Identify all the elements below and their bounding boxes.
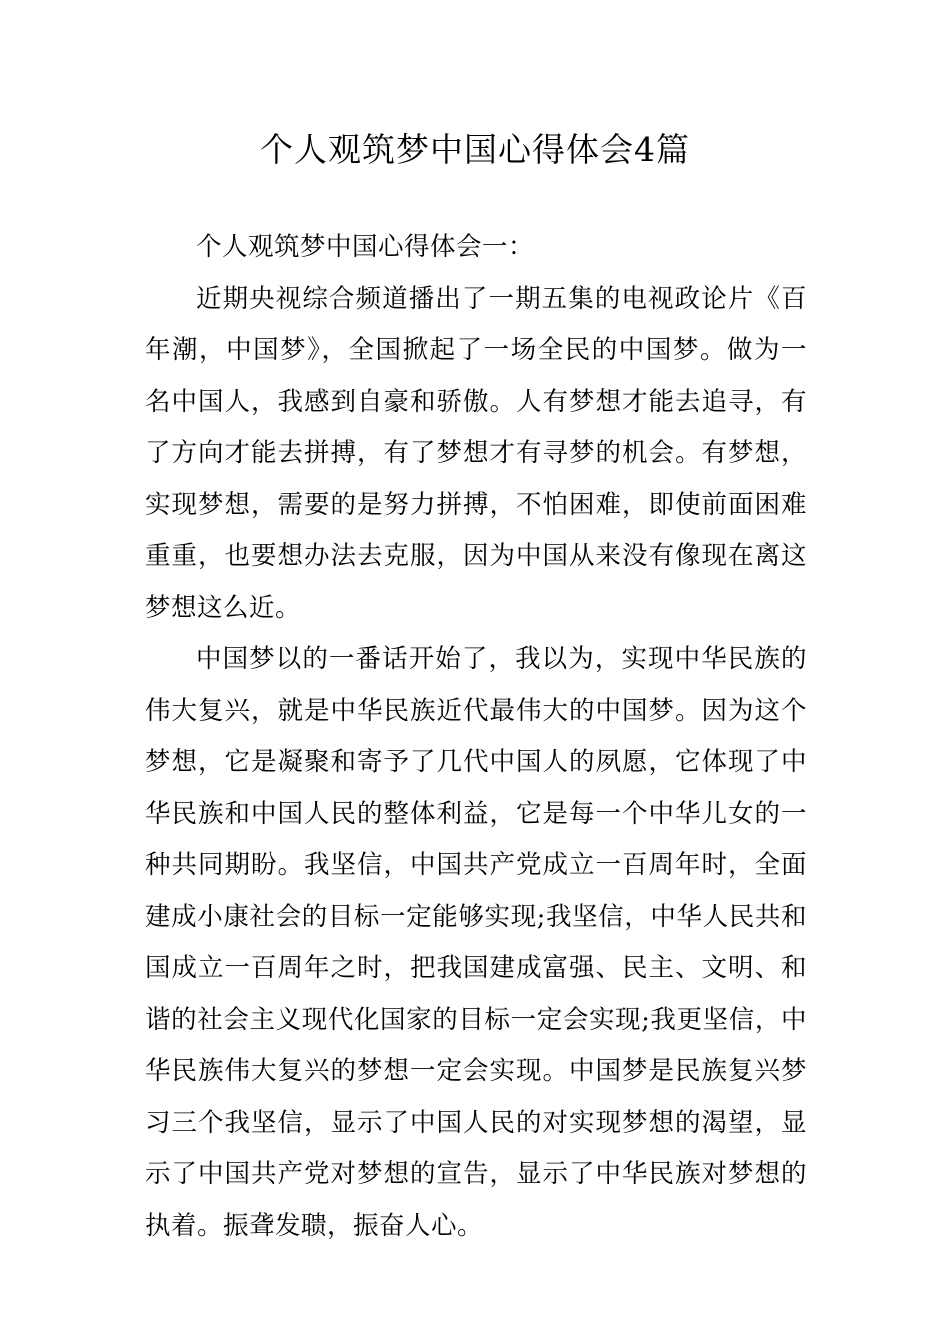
section-heading: 个人观筑梦中国心得体会一： — [196, 232, 535, 262]
document-title: 个人观筑梦中国心得体会4篇 — [260, 130, 690, 169]
document-body — [145, 222, 807, 1252]
paragraph-2: 中国梦以的一番话开始了，我以为，实现中华民族的伟大复兴，就是中华民族近代最伟大的中国梦。因为这个梦想，它是凝聚和寄予了几代中国人的夙愿，它体现了中华民族和中国人民的整体利益，它是每一个中华儿女的一种共同期盼。我坚信，中国共产党成立一百周年时，全面建成小康社会的目标一定能够实现;我坚信，中华人民共和国成立一百周年之时，把我国建成富强、民主、文明、和谐的社会主义现代化国家的目标一定会实现;我更坚信，中华民族伟大复兴的梦想一定会实现。中国梦是民族复兴梦习三个我坚信，显示了中国人民的对实现梦想的渴望，显示了中国共产党对梦想的宣告，显示了中华民族对梦想的执着。振聋发聩，振奋人心。 — [145, 644, 807, 1241]
paragraph-1: 近期央视综合频道播出了一期五集的电视政论片《百年潮，中国梦》，全国掀起了一场全民的中国梦。做为一名中国人，我感到自豪和骄傲。人有梦想才能去追寻，有了方向才能去拼搏，有了梦想才有寻梦的机会。有梦想，实现梦想，需要的是努力拼搏，不怕困难，即使前面困难重重，也要想办法去克服，因为中国从来没有像现在离这梦想这么近。 — [145, 283, 807, 623]
